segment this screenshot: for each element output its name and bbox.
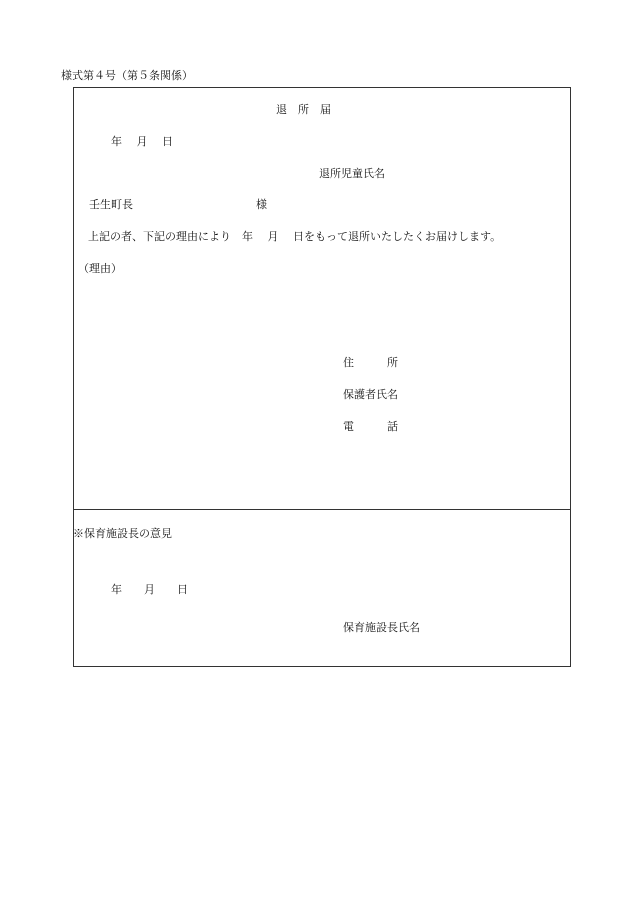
reason-label: （理由） <box>78 262 122 275</box>
honorific: 様 <box>256 198 267 211</box>
section-divider <box>73 509 571 510</box>
form-title: 退 所 届 <box>276 103 331 116</box>
form-number: 様式第４号（第５条関係） <box>61 69 193 82</box>
guardian-address-label: 住 所 <box>343 356 398 369</box>
addressee: 壬生町長 <box>89 198 133 211</box>
director-name-label: 保育施設長氏名 <box>343 621 420 634</box>
guardian-name-label: 保護者氏名 <box>343 388 398 401</box>
opinion-date: 年 月 日 <box>111 583 188 596</box>
opinion-heading: ※保育施設長の意見 <box>73 527 172 540</box>
guardian-phone-label: 電 話 <box>343 420 398 433</box>
statement-text: 上記の者、下記の理由により 年 月 日をもって退所いたしたくお届けします。 <box>88 230 502 243</box>
child-name-label: 退所児童氏名 <box>319 167 385 180</box>
submission-date: 年 月 日 <box>111 135 173 148</box>
